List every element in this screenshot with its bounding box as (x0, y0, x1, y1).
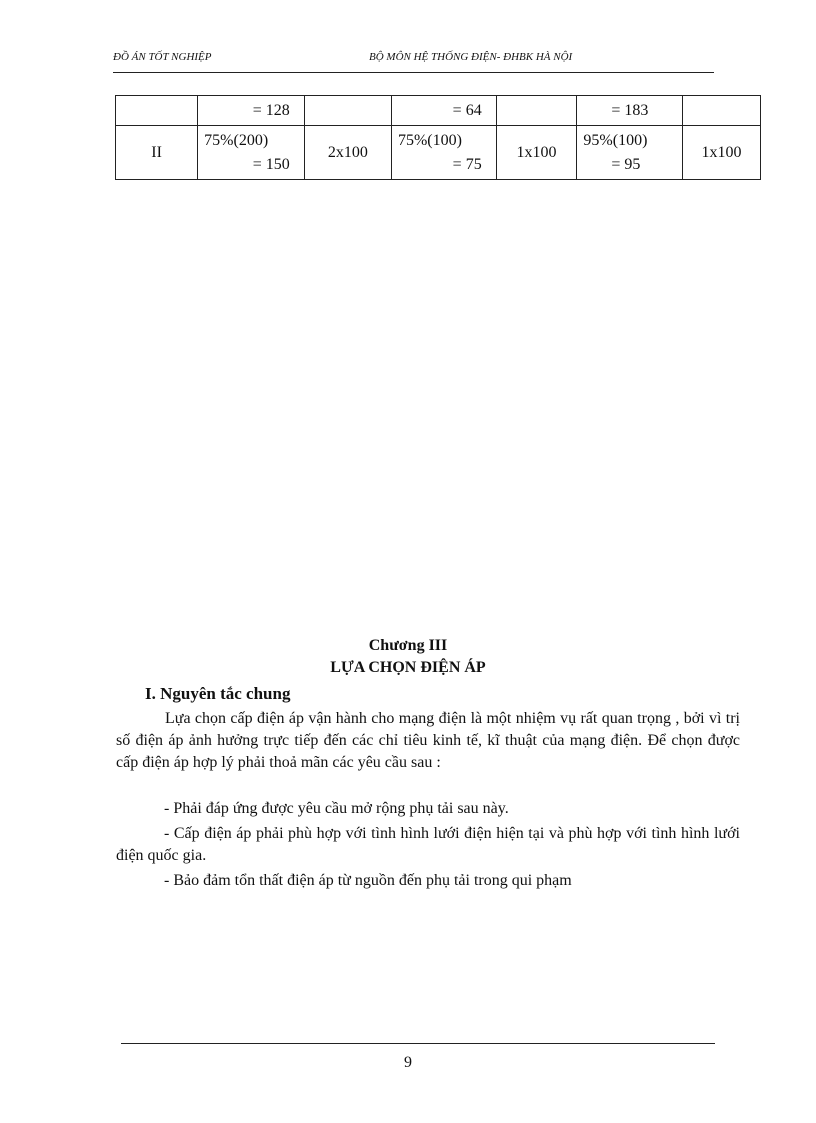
table-cell (496, 96, 577, 126)
bullet-item: - Phải đáp ứng được yêu cầu mở rộng phụ tải sau này. (164, 800, 509, 817)
section-heading: I. Nguyên tắc chung (145, 684, 291, 703)
table-cell: = 183 (577, 96, 683, 126)
capacity-table (115, 95, 761, 180)
table-cell: 1x100 (496, 126, 577, 180)
footer-rule (121, 1043, 715, 1044)
table-cell: 1x100 (683, 126, 761, 180)
header-left-title: ĐỒ ÁN TỐT NGHIỆP (113, 51, 212, 63)
body-paragraph: Lựa chọn cấp điện áp vận hành cho mạng điện là một nhiệm vụ rất quan trọng , bởi vì trị số điện áp ảnh hưởng trực tiếp đến các chỉ tiêu kinh tế, kĩ thuật của mạng điện. Để chọn được cấp điện áp hợp lý phải thoả mãn các yêu cầu sau : (116, 710, 740, 771)
chapter-title: LỰA CHỌN ĐIỆN ÁP (330, 659, 486, 676)
table-cell (116, 96, 198, 126)
bullet-item: - Cấp điện áp phải phù hợp với tình hình lưới điện hiện tại và phù hợp với tình hình lưới điện quốc gia. (116, 825, 740, 864)
bullet-item: - Bảo đảm tổn thất điện áp từ nguồn đến phụ tải trong qui phạm (164, 872, 572, 889)
table-row (116, 96, 761, 126)
table-cell: = 128 (198, 96, 305, 126)
table-cell (683, 96, 761, 126)
table-cell: 75%(200) = 150 (198, 126, 305, 180)
page-header (113, 50, 714, 73)
header-right-title: BỘ MÔN HỆ THỐNG ĐIỆN- ĐHBK HÀ NỘI (369, 51, 573, 63)
table-cell: 75%(100) = 75 (391, 126, 496, 180)
table-row (116, 126, 761, 180)
table-cell: 2x100 (304, 126, 391, 180)
chapter-number: Chương III (368, 637, 448, 654)
table-cell: 95%(100) = 95 (577, 126, 683, 180)
table-cell: = 64 (391, 96, 496, 126)
table-cell-label: II (116, 126, 198, 180)
table-cell (304, 96, 391, 126)
page-number: 9 (404, 1054, 412, 1071)
chapter-heading (0, 635, 816, 679)
